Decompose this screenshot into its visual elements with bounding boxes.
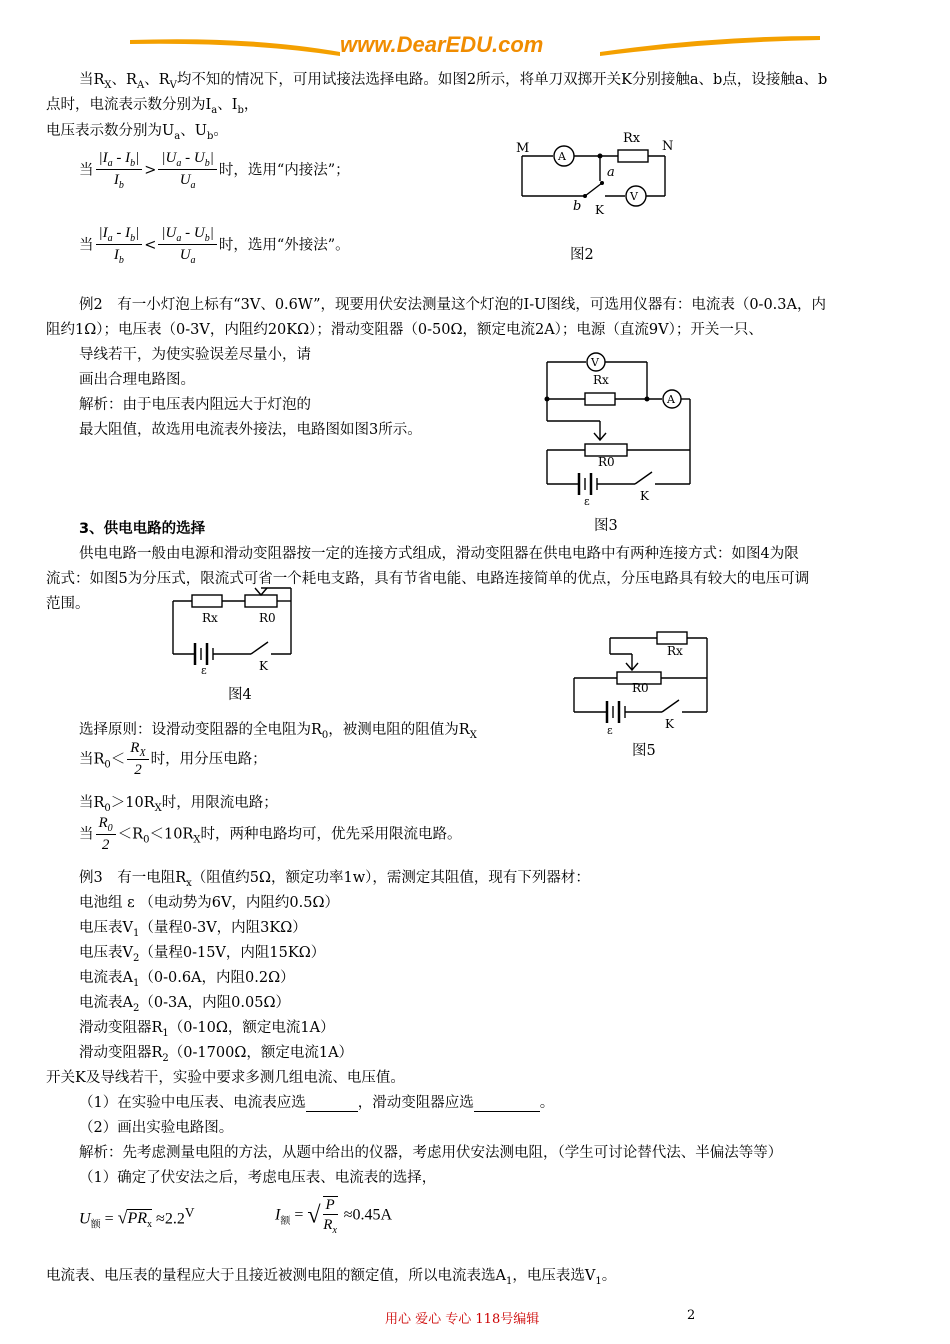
label-b: b <box>573 199 582 214</box>
ex2-line2: 阻约1Ω）；电压表（0-3V，内阻约20KΩ）；滑动变阻器（0-50Ω，额定电流2A）；电源（直流9V）；开关一只、 <box>46 322 763 338</box>
figure-3-caption: 图3 <box>594 518 618 534</box>
figure-5-circuit <box>570 626 715 738</box>
label-N: N <box>662 139 674 154</box>
label-K: K <box>595 203 604 217</box>
label-a: a <box>607 165 615 180</box>
ex3-item-v1: 电压表$V_1$（量程0-3V，内阻3KΩ） <box>79 920 307 939</box>
rule-3: 当 $\frac{R_0}{2}$ $<R_0<10R_X$时，两种电路均可，优先采用限流电路。 <box>79 815 462 853</box>
ex3-switch: 开关K及导线若干，实验中要求多测几组电流、电压值。 <box>46 1070 405 1086</box>
sec3-line1: 供电电路一般由电源和滑动变阻器按一定的连接方式组成，滑动变阻器在供电电路中有两种连接方式：如图4为限 <box>79 546 799 562</box>
ex2-line3: 导线若干，为使实验误差尽量小，请 <box>79 347 311 363</box>
ex3-item-a2: 电流表$A_2(0-3A$，内阻0.05Ω） <box>79 995 290 1014</box>
label-Rx: Rx <box>593 373 609 387</box>
ex3-ans1: 解析：先考虑测量电阻的方法，从题中给出的仪器，考虑用伏安法测电阻，（学生可讨论替代法、半偏法等等） <box>79 1145 783 1161</box>
label-Rx: Rx <box>623 131 641 146</box>
figure-2-caption: 图2 <box>570 247 594 263</box>
ex3-item-v2: 电压表$V_2$（量程0-15V，内阻15KΩ） <box>79 945 326 964</box>
label-K: K <box>640 489 649 503</box>
rule-2: 当$R_0>10R_X$时，用限流电路； <box>79 795 278 814</box>
label-M: M <box>516 141 530 156</box>
formula-u-rated: $U_额 = √PR_x \approx 2.2^V$ <box>79 1205 195 1231</box>
ex3-q1: （1）在实验中电压表、电流表应选 ，滑动变阻器应选 。 <box>79 1095 555 1111</box>
label-emf: ε <box>607 724 613 737</box>
para1-line2: 点时，电流表示数分别为$I_a$、$I_b$， <box>46 97 259 116</box>
ex3-ans2: （1）确定了伏安法之后，考虑电压表、电流表的选择， <box>79 1170 437 1186</box>
condition-inner: 当 $\frac{|I_a - I_b|}{I_b}$ > $\frac{|U_a - U_b|}{U_a}$ 时，选用“内接法”； <box>79 150 350 191</box>
figure-4-caption: 图4 <box>228 687 252 703</box>
sec3-line3: 范围。 <box>46 596 90 612</box>
para1-line3: 电压表示数分别为$U_a$、$U_b$。 <box>46 123 228 142</box>
label-R0: R0 <box>632 681 649 695</box>
page-number: 2 <box>687 1308 696 1323</box>
section-3-title: 3、供电电路的选择 <box>79 521 206 537</box>
label-K: K <box>259 659 268 673</box>
footer-text: 用心 爱心 专心 118号编辑 <box>385 1312 540 1327</box>
ex3-title: 例3 有一电阻$R_x$（阻值约5Ω，额定功率1w），需测定其阻值，现有下列器材： <box>79 870 590 889</box>
label-Rx: Rx <box>667 644 683 658</box>
label-emf: ε <box>584 495 590 508</box>
ex2-line5: 解析：由于电压表内阻远大于灯泡的 <box>79 397 311 413</box>
label-emf: ε <box>201 664 207 676</box>
label-R0: R0 <box>259 611 276 625</box>
ex3-conclusion: 电流表、电压表的量程应大于且接近被测电阻的额定值，所以电流表选$A_1$，电压表选$V_1$。 <box>46 1268 617 1287</box>
figure-3-circuit <box>540 348 700 508</box>
figure-2-circuit <box>505 126 695 221</box>
figure-4-circuit <box>165 584 305 676</box>
sec3-line2: 流式：如图5为分压式，限流式可省一个耗电支路，具有节省电能、电路连接简单的优点，分压电路具有较大的电压可调 <box>46 571 810 587</box>
para1-line1: 当$R_X$、$R_A$、$R_V$均不知的情况下，可用试接法选择电路。如图2所示，将单刀双掷开关K分别接触a、b点，设接触a、b <box>79 72 828 91</box>
figure-5-caption: 图5 <box>632 743 656 759</box>
voltmeter-icon: V <box>630 190 638 203</box>
label-K: K <box>665 717 674 731</box>
ammeter-icon: A <box>667 393 675 406</box>
ex3-item-r2: 滑动变阻器$R_2(0-1700\Omega$，额定电流1A） <box>79 1045 354 1064</box>
header-logo <box>130 28 820 62</box>
ex3-item-a1: 电流表$A_1(0-0.6A$，内阻0.2Ω） <box>79 970 295 989</box>
label-Rx: Rx <box>202 611 218 625</box>
ammeter-icon: A <box>558 150 566 163</box>
formula-i-rated: $I_额$ = √ $\frac{P}{R_x}$ ≈0.45A <box>275 1197 393 1236</box>
ex3-item-r1: 滑动变阻器$R_1(0-10\Omega$，额定电流1A） <box>79 1020 335 1039</box>
label-R0: R0 <box>598 455 615 469</box>
rule-1: 当$R_0<$ $\frac{R_X}{2}$ 时，用分压电路； <box>79 740 267 778</box>
ex2-line1: 例2 有一小灯泡上标有“3V、0.6W”，现要用伏安法测量这个灯泡的I-U图线，可选用仪器有：电流表（0-0.3A，内 <box>79 297 826 313</box>
rule-intro: 选择原则：设滑动变阻器的全电阻为$R_0$，被测电阻的阻值为$R_X$ <box>79 722 477 741</box>
ex2-line6: 最大阻值，故选用电流表外接法，电路图如图3所示。 <box>79 422 422 438</box>
ex3-item-battery: 电池组 ε （电动势为6V，内阻约0.5Ω） <box>79 895 340 911</box>
ex3-q2: （2）画出实验电路图。 <box>79 1120 234 1136</box>
ex2-line4: 画出合理电路图。 <box>79 372 195 388</box>
condition-outer: 当 $\frac{|I_a - I_b|}{I_b}$ < $\frac{|U_a - U_b|}{U_a}$ 时，选用“外接法”。 <box>79 225 350 266</box>
logo-text: www.DearEDU.com <box>340 32 544 57</box>
voltmeter-icon: V <box>591 356 599 369</box>
